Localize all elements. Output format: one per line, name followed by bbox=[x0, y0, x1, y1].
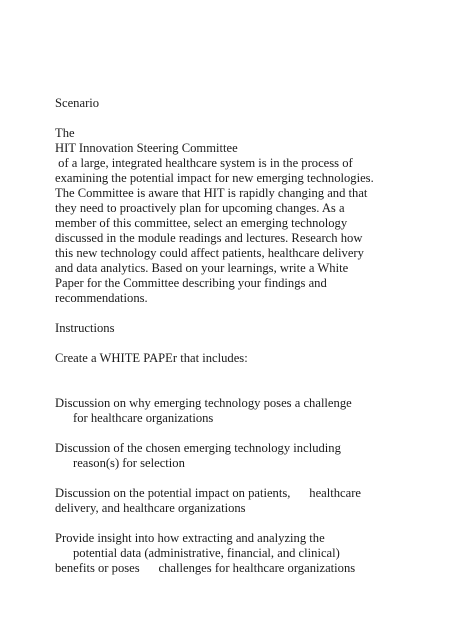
scenario-line: The bbox=[55, 126, 75, 140]
list-item-4-line-1: Provide insight into how extracting and analyzing the bbox=[55, 531, 325, 545]
list-item-3-line-1: Discussion on the potential impact on patients, healthcare bbox=[55, 486, 362, 500]
list-item-1-line-2: for healthcare organizations bbox=[73, 411, 214, 425]
list-item-3-line-2: delivery, and healthcare organizations bbox=[55, 501, 246, 515]
scenario-line: examining the potential impact for new emerging technologies. bbox=[55, 171, 374, 185]
list-item-2-line-1: Discussion of the chosen emerging technology including bbox=[55, 441, 341, 455]
section-heading-scenario: Scenario bbox=[55, 96, 100, 110]
scenario-line: discussed in the module readings and lectures. Research how bbox=[55, 231, 363, 245]
scenario-line: recommendations. bbox=[55, 291, 148, 305]
scenario-line: Paper for the Committee describing your findings and bbox=[55, 276, 327, 290]
scenario-line: HIT Innovation Steering Committee bbox=[55, 141, 238, 155]
instructions-intro: Create a WHITE PAPEr that includes: bbox=[55, 351, 248, 365]
list-item-2-line-2: reason(s) for selection bbox=[73, 456, 185, 470]
scenario-line: member of this committee, select an emerging technology bbox=[55, 216, 348, 230]
scenario-line: of a large, integrated healthcare system is in the process of bbox=[55, 156, 353, 170]
list-item-4-line-2: potential data (administrative, financial, and clinical) bbox=[73, 546, 340, 560]
scenario-line: The Committee is aware that HIT is rapidly changing and that bbox=[55, 186, 368, 200]
scenario-line: and data analytics. Based on your learnings, write a White bbox=[55, 261, 349, 275]
scenario-line: they need to proactively plan for upcoming changes. As a bbox=[55, 201, 345, 215]
section-heading-instructions: Instructions bbox=[55, 321, 115, 335]
list-item-1-line-1: Discussion on why emerging technology poses a challenge bbox=[55, 396, 352, 410]
scenario-line: this new technology could affect patients, healthcare delivery bbox=[55, 246, 364, 260]
list-item-4-line-3: benefits or poses challenges for healthcare organizations bbox=[55, 561, 356, 575]
